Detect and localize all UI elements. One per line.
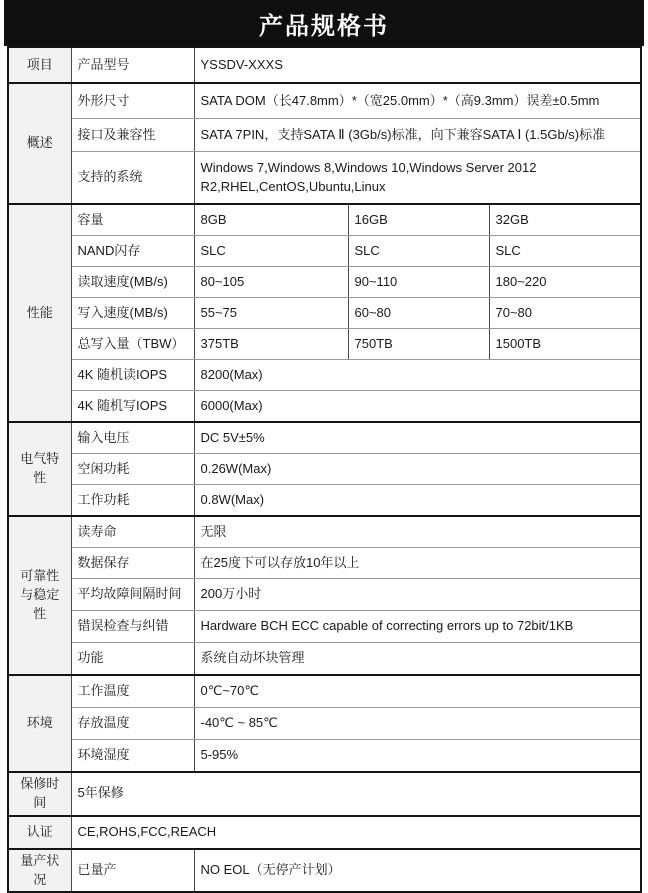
table-row <box>8 298 641 329</box>
spec-label: 存放温度 <box>71 708 194 740</box>
spec-value: 系统自动坏块管理 <box>194 643 641 676</box>
spec-label: 写入速度(MB/s) <box>71 298 194 329</box>
spec-value: 16GB <box>348 204 489 236</box>
spec-label: 输入电压 <box>71 422 194 454</box>
spec-value: 6000(Max) <box>194 391 641 423</box>
page-title: 产品规格书 <box>259 12 389 40</box>
table-row <box>8 47 641 83</box>
spec-table <box>7 46 642 893</box>
spec-value: SLC <box>489 236 641 267</box>
spec-label: 支持的系统 <box>71 152 194 205</box>
category-cell-production: 量产状况 <box>8 849 71 893</box>
category-cell-environment: 环境 <box>8 675 71 772</box>
spec-label: 空闲功耗 <box>71 454 194 485</box>
spec-value: 1500TB <box>489 329 641 360</box>
spec-label: 工作温度 <box>71 675 194 708</box>
spec-label: 工作功耗 <box>71 485 194 517</box>
table-row <box>8 516 641 548</box>
spec-value: SATA DOM（长47.8mm）*（宽25.0mm）*（高9.3mm）误差±0.5mm <box>194 83 641 119</box>
table-row <box>8 675 641 708</box>
spec-value: 0.8W(Max) <box>194 485 641 517</box>
spec-value: 8GB <box>194 204 348 236</box>
spec-label: 产品型号 <box>71 47 194 83</box>
spec-value: 55~75 <box>194 298 348 329</box>
table-row <box>8 643 641 676</box>
spec-value: 80~105 <box>194 267 348 298</box>
spec-value: YSSDV-XXXS <box>194 47 641 83</box>
table-row <box>8 454 641 485</box>
spec-value: CE,ROHS,FCC,REACH <box>71 816 641 849</box>
category-cell-warranty: 保修时间 <box>8 772 71 816</box>
spec-label: 容量 <box>71 204 194 236</box>
spec-label: 总写入量（TBW） <box>71 329 194 360</box>
table-row <box>8 360 641 391</box>
spec-label: 错误检查与纠错 <box>71 611 194 643</box>
spec-label: 接口及兼容性 <box>71 119 194 152</box>
table-row <box>8 422 641 454</box>
table-row <box>8 740 641 773</box>
spec-value: SLC <box>194 236 348 267</box>
table-row <box>8 849 641 893</box>
spec-label: 读取速度(MB/s) <box>71 267 194 298</box>
table-row <box>8 119 641 152</box>
spec-value: 200万小时 <box>194 579 641 611</box>
table-row <box>8 236 641 267</box>
table-row <box>8 267 641 298</box>
table-row <box>8 485 641 517</box>
spec-label: 读寿命 <box>71 516 194 548</box>
spec-value: 0℃~70℃ <box>194 675 641 708</box>
spec-value: 5年保修 <box>71 772 641 816</box>
spec-value: DC 5V±5% <box>194 422 641 454</box>
spec-value: 375TB <box>194 329 348 360</box>
spec-value: SLC <box>348 236 489 267</box>
table-row <box>8 391 641 423</box>
category-cell-item: 项目 <box>8 47 71 83</box>
spec-label: 环境湿度 <box>71 740 194 773</box>
spec-value: -40℃ ~ 85℃ <box>194 708 641 740</box>
table-row <box>8 708 641 740</box>
table-row <box>8 83 641 119</box>
table-row <box>8 548 641 579</box>
spec-label: 已量产 <box>71 849 194 893</box>
spec-value: 60~80 <box>348 298 489 329</box>
spec-label: 数据保存 <box>71 548 194 579</box>
spec-value: 0.26W(Max) <box>194 454 641 485</box>
spec-value: NO EOL（无停产计划） <box>194 849 641 893</box>
category-cell-electrical: 电气特性 <box>8 422 71 516</box>
category-cell-performance: 性能 <box>8 204 71 422</box>
spec-label: 平均故障间隔时间 <box>71 579 194 611</box>
spec-value: Windows 7,Windows 8,Windows 10,Windows Server 2012 R2,RHEL,CentOS,Ubuntu,Linux <box>194 152 641 205</box>
spec-value: 8200(Max) <box>194 360 641 391</box>
table-row <box>8 329 641 360</box>
spec-value: 180~220 <box>489 267 641 298</box>
spec-label: 功能 <box>71 643 194 676</box>
table-row <box>8 152 641 205</box>
spec-value: 32GB <box>489 204 641 236</box>
spec-label: 4K 随机读IOPS <box>71 360 194 391</box>
spec-value: 无限 <box>194 516 641 548</box>
spec-value: SATA 7PIN，支持SATA Ⅱ (3Gb/s)标准，向下兼容SATA Ⅰ (1.5Gb/s)标准 <box>194 119 641 152</box>
spec-label: 4K 随机写IOPS <box>71 391 194 423</box>
table-row <box>8 611 641 643</box>
spec-value: 70~80 <box>489 298 641 329</box>
spec-value: 5-95% <box>194 740 641 773</box>
page-title-bar <box>4 0 644 46</box>
spec-value: Hardware BCH ECC capable of correcting errors up to 72bit/1KB <box>194 611 641 643</box>
table-row <box>8 772 641 816</box>
spec-label: NAND闪存 <box>71 236 194 267</box>
table-row <box>8 204 641 236</box>
spec-label: 外形尺寸 <box>71 83 194 119</box>
category-cell-reliability: 可靠性与稳定性 <box>8 516 71 675</box>
table-row <box>8 816 641 849</box>
category-cell-certification: 认证 <box>8 816 71 849</box>
table-row <box>8 579 641 611</box>
spec-value: 在25度下可以存放10年以上 <box>194 548 641 579</box>
spec-value: 90~110 <box>348 267 489 298</box>
spec-value: 750TB <box>348 329 489 360</box>
category-cell-overview: 概述 <box>8 83 71 204</box>
